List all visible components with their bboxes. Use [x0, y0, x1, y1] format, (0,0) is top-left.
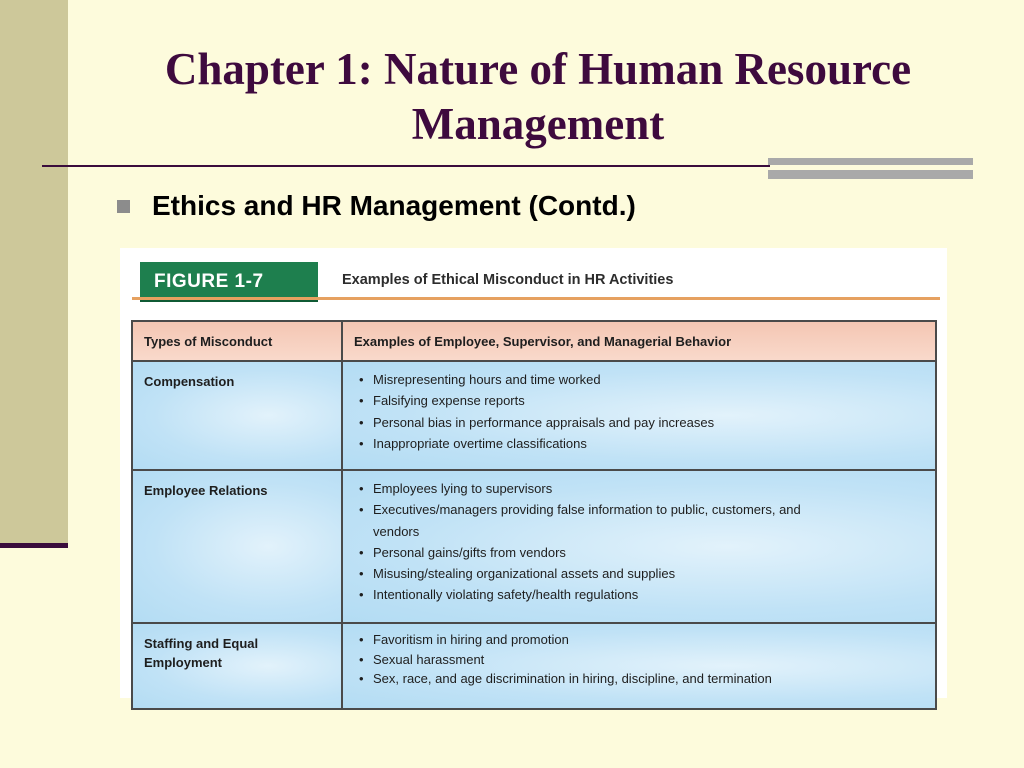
misconduct-table [131, 320, 937, 710]
example-item: • Favoritism in hiring and promotion [359, 630, 935, 650]
title-divider-accent [768, 158, 973, 179]
left-accent-band [0, 0, 68, 546]
left-accent-rule [0, 543, 68, 548]
examples-list [343, 471, 935, 606]
examples-cell [342, 470, 936, 623]
example-item: • Personal bias in performance appraisals and pay increases [359, 412, 935, 433]
examples-list [343, 624, 935, 689]
example-item: • Personal gains/gifts from vendors [359, 542, 835, 563]
misconduct-type: Staffing and Equal Employment [132, 623, 342, 709]
figure-rule [132, 297, 940, 300]
slide-title: Chapter 1: Nature of Human Resource Management [164, 44, 912, 149]
table-row [132, 361, 936, 470]
example-item: • Misrepresenting hours and time worked [359, 369, 935, 390]
example-item: • Sex, race, and age discrimination in hiring, discipline, and termination [359, 669, 935, 689]
examples-cell [342, 361, 936, 470]
example-item: • Sexual harassment [359, 650, 935, 670]
example-item: • Falsifying expense reports [359, 390, 935, 411]
example-item: • Misusing/stealing organizational assets and supplies [359, 563, 835, 584]
figure-badge: FIGURE 1-7 [140, 262, 318, 302]
misconduct-type: Compensation [132, 361, 342, 470]
table-row [132, 470, 936, 623]
figure-caption: Examples of Ethical Misconduct in HR Activities [342, 272, 674, 288]
column-header-examples: Examples of Employee, Supervisor, and Managerial Behavior [342, 321, 936, 361]
examples-cell [342, 623, 936, 709]
bullet-text: Ethics and HR Management (Contd.) [152, 190, 636, 221]
column-header-types: Types of Misconduct [132, 321, 342, 361]
examples-list [343, 362, 935, 454]
example-item: • Executives/managers providing false information to public, customers, and vendors [359, 499, 835, 542]
example-item: • Employees lying to supervisors [359, 478, 835, 499]
table-row [132, 623, 936, 709]
example-item: • Intentionally violating safety/health regulations [359, 584, 835, 605]
square-bullet-icon [117, 200, 130, 213]
misconduct-type: Employee Relations [132, 470, 342, 623]
figure-1-7 [120, 248, 947, 698]
title-divider [42, 165, 770, 167]
table-header-row [132, 321, 936, 361]
example-item: • Inappropriate overtime classifications [359, 433, 935, 454]
